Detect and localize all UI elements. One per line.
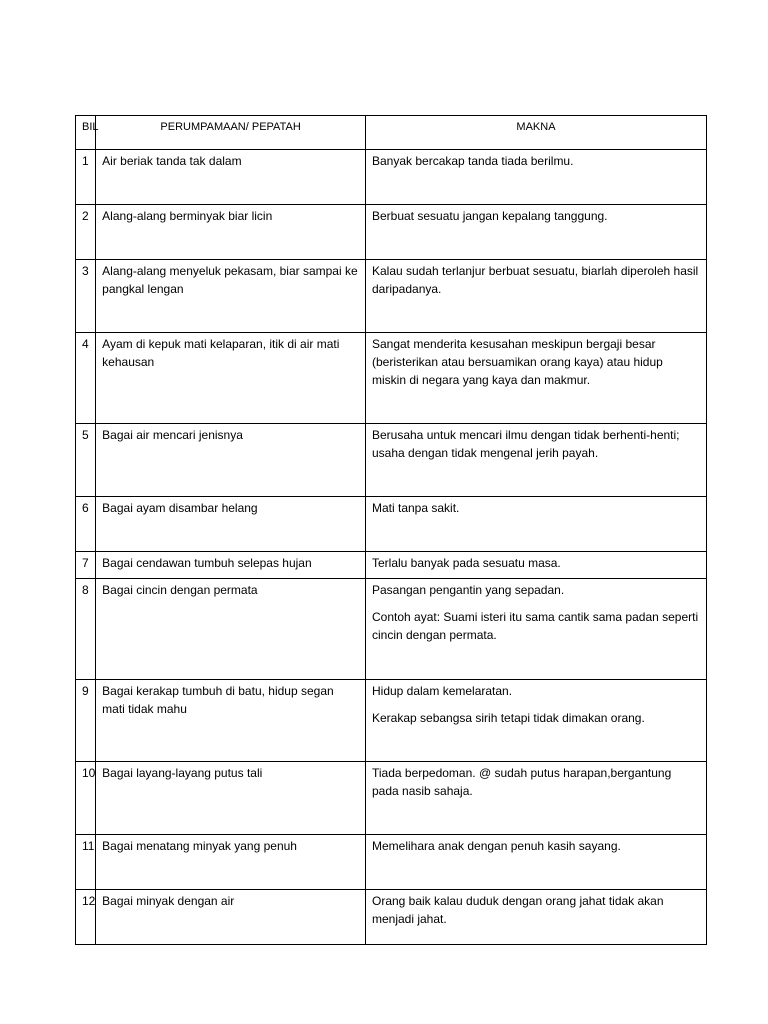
row-bil: 8 — [76, 579, 96, 680]
makna-text: Orang baik kalau duduk dengan orang jahat tidak akan menjadi jahat. — [371, 894, 664, 926]
makna-text: Kalau sudah terlanjur berbuat sesuatu, biarlah diperoleh hasil daripadanya. — [371, 264, 699, 296]
row-bil: 11 — [76, 835, 96, 890]
row-makna — [365, 579, 706, 680]
row-pepatah: Bagai kerakap tumbuh di batu, hidup segan mati tidak mahu — [96, 680, 366, 762]
row-bil: 3 — [76, 260, 96, 333]
row-pepatah: Bagai layang-layang putus tali — [96, 762, 366, 835]
row-bil: 1 — [76, 150, 96, 205]
row-makna — [365, 333, 706, 424]
row-makna — [365, 150, 706, 205]
table-row — [76, 890, 707, 945]
peribahasa-table — [75, 115, 707, 945]
makna-text: Pasangan pengantin yang sepadan. — [371, 583, 565, 597]
row-makna — [365, 835, 706, 890]
row-bil: 6 — [76, 497, 96, 552]
table-row — [76, 260, 707, 333]
row-pepatah: Bagai cendawan tumbuh selepas hujan — [96, 552, 366, 579]
table-row — [76, 150, 707, 205]
row-bil: 9 — [76, 680, 96, 762]
row-pepatah: Alang-alang menyeluk pekasam, biar sampai ke pangkal lengan — [96, 260, 366, 333]
table-row — [76, 205, 707, 260]
row-pepatah: Bagai minyak dengan air — [96, 890, 366, 945]
row-makna — [365, 890, 706, 945]
table-row — [76, 424, 707, 497]
header-makna: MAKNA — [365, 116, 706, 150]
row-makna — [365, 680, 706, 762]
row-makna — [365, 762, 706, 835]
row-pepatah: Bagai cincin dengan permata — [96, 579, 366, 680]
row-makna — [365, 497, 706, 552]
makna-text: Hidup dalam kemelaratan. — [371, 684, 513, 698]
row-pepatah: Bagai ayam disambar helang — [96, 497, 366, 552]
row-pepatah: Air beriak tanda tak dalam — [96, 150, 366, 205]
makna-text: Berusaha untuk mencari ilmu dengan tidak berhenti-henti; usaha dengan tidak mengenal jerih payah. — [371, 428, 680, 460]
table-row — [76, 333, 707, 424]
row-bil: 5 — [76, 424, 96, 497]
row-bil: 2 — [76, 205, 96, 260]
makna-text: Terlalu banyak pada sesuatu masa. — [371, 556, 561, 570]
row-makna — [365, 205, 706, 260]
table-header-row — [76, 116, 707, 150]
makna-text: Banyak bercakap tanda tiada berilmu. — [371, 154, 574, 168]
row-bil: 4 — [76, 333, 96, 424]
row-pepatah: Ayam di kepuk mati kelaparan, itik di air mati kehausan — [96, 333, 366, 424]
row-pepatah: Bagai menatang minyak yang penuh — [96, 835, 366, 890]
row-pepatah: Alang-alang berminyak biar licin — [96, 205, 366, 260]
table-row — [76, 680, 707, 762]
makna-text: Tiada berpedoman. @ sudah putus harapan,bergantung pada nasib sahaja. — [371, 766, 672, 798]
row-bil: 12 — [76, 890, 96, 945]
row-pepatah: Bagai air mencari jenisnya — [96, 424, 366, 497]
row-bil: 7 — [76, 552, 96, 579]
table-body — [76, 150, 707, 945]
table-row — [76, 835, 707, 890]
makna-text: Contoh ayat: Suami isteri itu sama cantik sama padan seperti cincin dengan permata. — [371, 610, 699, 642]
row-makna — [365, 424, 706, 497]
row-makna — [365, 552, 706, 579]
makna-text: Mati tanpa sakit. — [371, 501, 460, 515]
makna-text: Sangat menderita kesusahan meskipun bergaji besar (beristerikan atau bersuamikan orang kaya) atau hidup miskin di negara yang kaya dan makmur. — [371, 337, 663, 387]
table-row — [76, 762, 707, 835]
table-row — [76, 552, 707, 579]
row-bil: 10 — [76, 762, 96, 835]
makna-text: Memelihara anak dengan penuh kasih sayang. — [371, 839, 621, 853]
header-bil: BIL — [76, 116, 96, 150]
table-row — [76, 579, 707, 680]
table-row — [76, 497, 707, 552]
makna-text: Kerakap sebangsa sirih tetapi tidak dimakan orang. — [371, 711, 645, 725]
makna-text: Berbuat sesuatu jangan kepalang tanggung. — [371, 209, 608, 223]
header-pepatah: PERUMPAMAAN/ PEPATAH — [96, 116, 366, 150]
row-makna — [365, 260, 706, 333]
